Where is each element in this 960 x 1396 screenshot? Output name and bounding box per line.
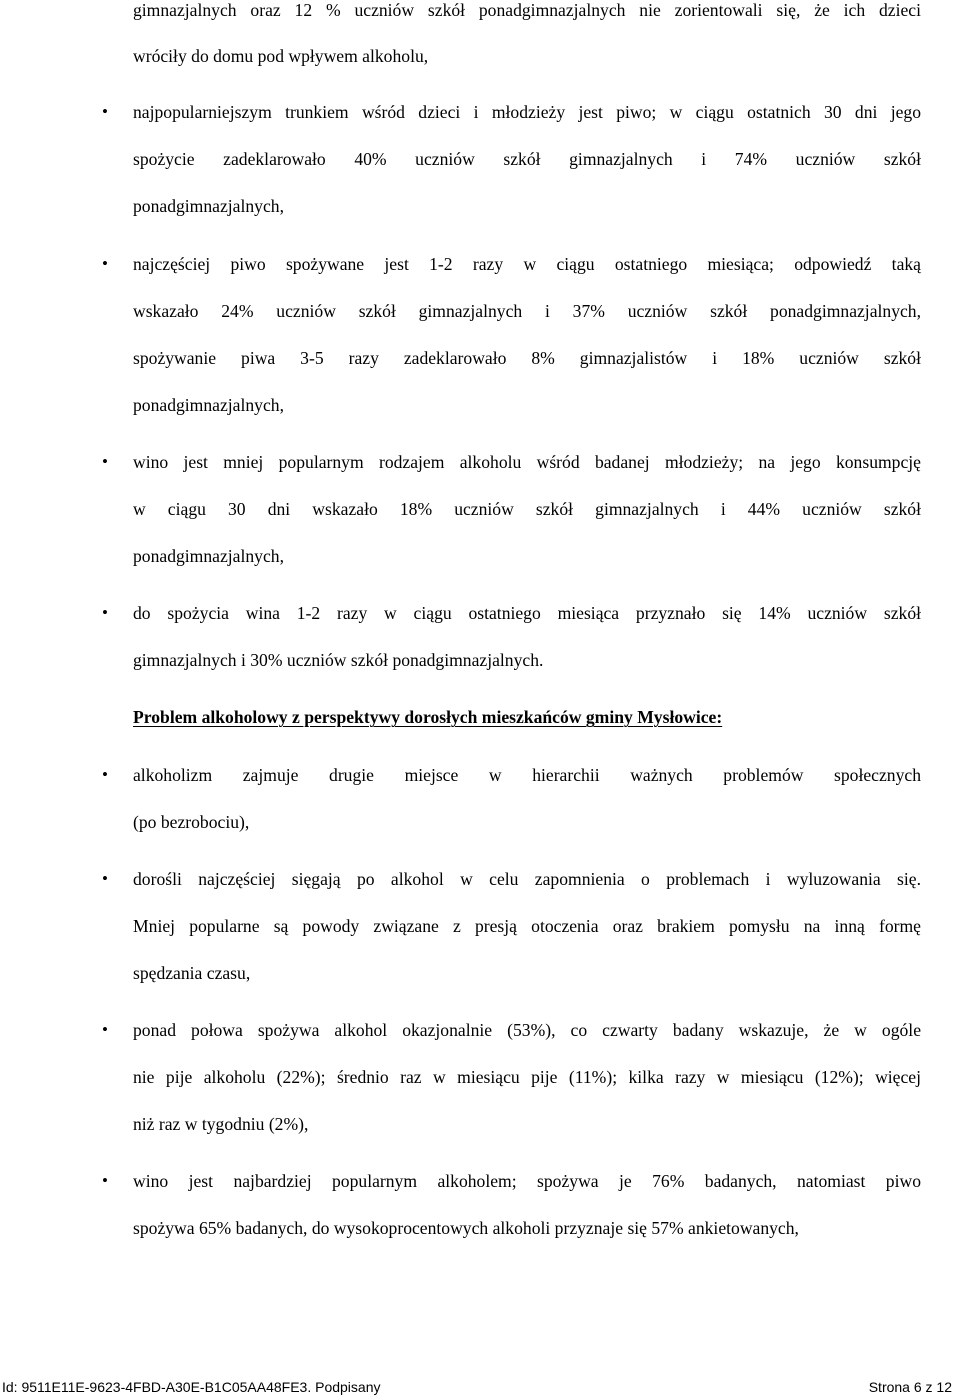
bullet-icon: • xyxy=(102,603,108,622)
text-line: wróciły do domu pod wpływem alkoholu, xyxy=(133,46,429,66)
bullet-icon: • xyxy=(102,452,108,471)
bullet-icon: • xyxy=(102,102,108,121)
text-line: nie pije alkoholu (22%); średnio raz w miesiącu pije (11%); kilka razy w miesiącu (12%); więcej xyxy=(133,1067,921,1087)
bullet-icon: • xyxy=(102,1020,108,1039)
text-line: ponad połowa spożywa alkohol okazjonalnie (53%), co czwarty badany wskazuje, że w ogóle xyxy=(133,1020,921,1040)
text-line: spożywanie piwa 3-5 razy zadeklarowało 8% gimnazjalistów i 18% uczniów szkół xyxy=(133,348,921,368)
text-line: alkoholizm zajmuje drugie miejsce w hierarchii ważnych problemów społecznych xyxy=(133,765,921,785)
text-line: wino jest najbardziej popularnym alkoholem; spożywa je 76% badanych, natomiast piwo xyxy=(133,1171,921,1191)
text-line: gimnazjalnych oraz 12 % uczniów szkół ponadgimnazjalnych nie zorientowali się, że ich dzieci xyxy=(133,0,921,20)
bullet-icon: • xyxy=(102,765,108,784)
bullet-icon: • xyxy=(102,1171,108,1190)
text-line: spożywa 65% badanych, do wysokoprocentowych alkoholi przyznaje się 57% ankietowanych, xyxy=(133,1218,799,1238)
bullet-icon: • xyxy=(102,869,108,888)
text-line: wskazało 24% uczniów szkół gimnazjalnych i 37% uczniów szkół ponadgimnazjalnych, xyxy=(133,301,921,321)
text-line: ponadgimnazjalnych, xyxy=(133,546,284,566)
text-line: (po bezrobociu), xyxy=(133,812,250,832)
text-line: dorośli najczęściej sięgają po alkohol w celu zapomnienia o problemach i wyluzowania się. xyxy=(133,869,921,889)
text-line: spożycie zadeklarowało 40% uczniów szkół gimnazjalnych i 74% uczniów szkół xyxy=(133,149,921,169)
footer-document-id: Id: 9511E11E-9623-4FBD-A30E-B1C05AA48FE3. Podpisany xyxy=(2,1379,381,1395)
text-line: najczęściej piwo spożywane jest 1-2 razy w ciągu ostatniego miesiąca; odpowiedź taką xyxy=(133,254,921,274)
text-line: wino jest mniej popularnym rodzajem alkoholu wśród badanej młodzieży; na jego konsumpcję xyxy=(133,452,921,472)
text-line: gimnazjalnych i 30% uczniów szkół ponadgimnazjalnych. xyxy=(133,650,544,670)
section-heading xyxy=(133,704,921,730)
text-line: ponadgimnazjalnych, xyxy=(133,395,284,415)
bullet-icon: • xyxy=(102,254,108,273)
text-line: niż raz w tygodniu (2%), xyxy=(133,1114,309,1134)
text-line: najpopularniejszym trunkiem wśród dzieci i młodzieży jest piwo; w ciągu ostatnich 30 dni jego xyxy=(133,102,921,122)
section-heading-text: Problem alkoholowy z perspektywy dorosłych mieszkańców gminy Mysłowice: xyxy=(133,707,723,727)
text-line: w ciągu 30 dni wskazało 18% uczniów szkół gimnazjalnych i 44% uczniów szkół xyxy=(133,499,921,519)
text-line: ponadgimnazjalnych, xyxy=(133,196,284,216)
text-line: do spożycia wina 1-2 razy w ciągu ostatniego miesiąca przyznało się 14% uczniów szkół xyxy=(133,603,921,623)
text-line: Mniej popularne są powody związane z presją otoczenia oraz brakiem pomysłu na inną formę xyxy=(133,916,921,936)
text-line: spędzania czasu, xyxy=(133,963,251,983)
footer-page-number: Strona 6 z 12 xyxy=(868,1379,952,1395)
